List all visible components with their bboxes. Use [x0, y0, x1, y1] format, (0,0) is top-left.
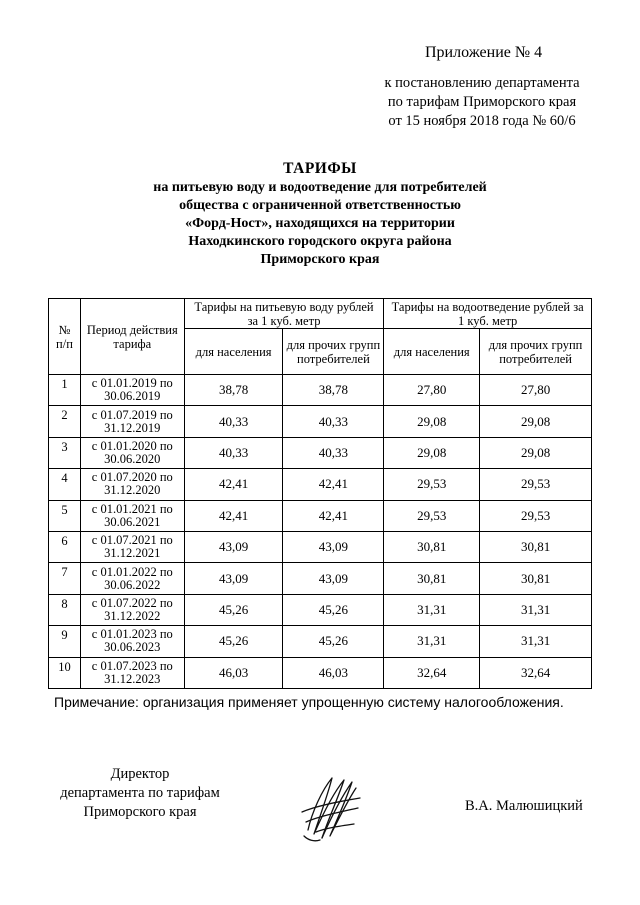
row-period: с 01.07.2019 по 31.12.2019: [80, 406, 184, 437]
row-period: с 01.01.2021 по 30.06.2021: [80, 500, 184, 531]
row-num: 8: [49, 594, 81, 625]
row-sewage-other: 31,31: [480, 594, 592, 625]
signer-position-line: Приморского края: [83, 804, 197, 820]
row-sewage-population: 31,31: [384, 594, 480, 625]
header-num: № п/п: [49, 299, 81, 375]
table-row: [49, 531, 592, 562]
row-period: с 01.01.2020 по 30.06.2020: [80, 437, 184, 468]
row-num: 5: [49, 500, 81, 531]
row-period: с 01.01.2022 по 30.06.2022: [80, 563, 184, 594]
row-sewage-other: 30,81: [480, 531, 592, 562]
header-sewage-group: Тарифы на водоотведение рублей за 1 куб. метр: [384, 299, 592, 329]
subtitle-line: общества с ограниченной ответственностью: [179, 198, 461, 213]
subtitle-line: Находкинского городского округа района: [188, 234, 452, 249]
handwritten-signature-icon: [296, 772, 366, 844]
row-water-other: 45,26: [283, 594, 384, 625]
row-sewage-population: 30,81: [384, 563, 480, 594]
row-num: 7: [49, 563, 81, 594]
reference-line: к постановлению департамента: [384, 75, 580, 91]
reference-line: от 15 ноября 2018 года № 60/6: [388, 113, 576, 129]
row-water-population: 42,41: [184, 500, 283, 531]
row-water-population: 38,78: [184, 375, 283, 406]
table-row: [49, 626, 592, 657]
row-sewage-other: 27,80: [480, 375, 592, 406]
header-water-other: для прочих групп потребителей: [283, 329, 384, 375]
row-num: 1: [49, 375, 81, 406]
header-water-group: Тарифы на питьевую воду рублей за 1 куб. метр: [184, 299, 384, 329]
signer-name: В.А. Малюшицкий: [465, 798, 583, 814]
row-num: 2: [49, 406, 81, 437]
row-num: 10: [49, 657, 81, 688]
row-sewage-population: 29,53: [384, 500, 480, 531]
row-sewage-other: 29,08: [480, 406, 592, 437]
table-row: [49, 594, 592, 625]
row-water-other: 46,03: [283, 657, 384, 688]
reference-line: по тарифам Приморского края: [387, 94, 577, 110]
row-water-other: 45,26: [283, 626, 384, 657]
row-num: 9: [49, 626, 81, 657]
row-sewage-other: 31,31: [480, 626, 592, 657]
subtitle-line: Приморского края: [260, 252, 380, 267]
row-water-other: 38,78: [283, 375, 384, 406]
table-row: [49, 500, 592, 531]
header-period: Период действия тарифа: [80, 299, 184, 375]
row-num: 4: [49, 469, 81, 500]
row-sewage-population: 31,31: [384, 626, 480, 657]
row-sewage-other: 29,53: [480, 500, 592, 531]
row-sewage-population: 30,81: [384, 531, 480, 562]
appendix-reference: [372, 74, 592, 131]
signer-position-line: Директор: [110, 766, 170, 782]
signer-position: [40, 765, 240, 822]
header-sewage-other: для прочих групп потребителей: [480, 329, 592, 375]
header-water-population: для населения: [184, 329, 283, 375]
row-water-other: 43,09: [283, 563, 384, 594]
row-sewage-population: 27,80: [384, 375, 480, 406]
table-row: [49, 469, 592, 500]
row-num: 6: [49, 531, 81, 562]
table-row: [49, 563, 592, 594]
row-water-population: 43,09: [184, 531, 283, 562]
row-water-other: 40,33: [283, 437, 384, 468]
row-water-other: 40,33: [283, 406, 384, 437]
signer-position-line: департамента по тарифам: [60, 785, 220, 801]
row-sewage-population: 29,08: [384, 406, 480, 437]
document-subtitle: [120, 179, 520, 269]
row-water-population: 46,03: [184, 657, 283, 688]
row-period: с 01.07.2021 по 31.12.2021: [80, 531, 184, 562]
row-period: с 01.01.2019 по 30.06.2019: [80, 375, 184, 406]
row-water-population: 45,26: [184, 626, 283, 657]
row-water-other: 42,41: [283, 500, 384, 531]
table-row: [49, 375, 592, 406]
row-water-population: 40,33: [184, 406, 283, 437]
tax-note: Примечание: организация применяет упрощенную систему налогообложения.: [54, 694, 564, 710]
table-row: [49, 406, 592, 437]
row-period: с 01.07.2020 по 31.12.2020: [80, 469, 184, 500]
header-sewage-population: для населения: [384, 329, 480, 375]
row-period: с 01.07.2023 по 31.12.2023: [80, 657, 184, 688]
row-water-population: 42,41: [184, 469, 283, 500]
row-sewage-population: 29,08: [384, 437, 480, 468]
subtitle-line: на питьевую воду и водоотведение для потребителей: [153, 180, 487, 195]
row-water-other: 42,41: [283, 469, 384, 500]
table-row: [49, 437, 592, 468]
row-sewage-other: 30,81: [480, 563, 592, 594]
appendix-title: Приложение № 4: [425, 44, 543, 61]
row-sewage-other: 32,64: [480, 657, 592, 688]
subtitle-line: «Форд-Ност», находящихся на территории: [185, 216, 455, 231]
row-sewage-other: 29,08: [480, 437, 592, 468]
row-period: с 01.01.2023 по 30.06.2023: [80, 626, 184, 657]
row-water-population: 43,09: [184, 563, 283, 594]
row-sewage-population: 29,53: [384, 469, 480, 500]
row-water-other: 43,09: [283, 531, 384, 562]
document-title: ТАРИФЫ: [283, 160, 357, 177]
row-water-population: 45,26: [184, 594, 283, 625]
tariffs-table: [48, 298, 592, 689]
row-period: с 01.07.2022 по 31.12.2022: [80, 594, 184, 625]
row-water-population: 40,33: [184, 437, 283, 468]
row-sewage-other: 29,53: [480, 469, 592, 500]
table-row: [49, 657, 592, 688]
row-sewage-population: 32,64: [384, 657, 480, 688]
row-num: 3: [49, 437, 81, 468]
